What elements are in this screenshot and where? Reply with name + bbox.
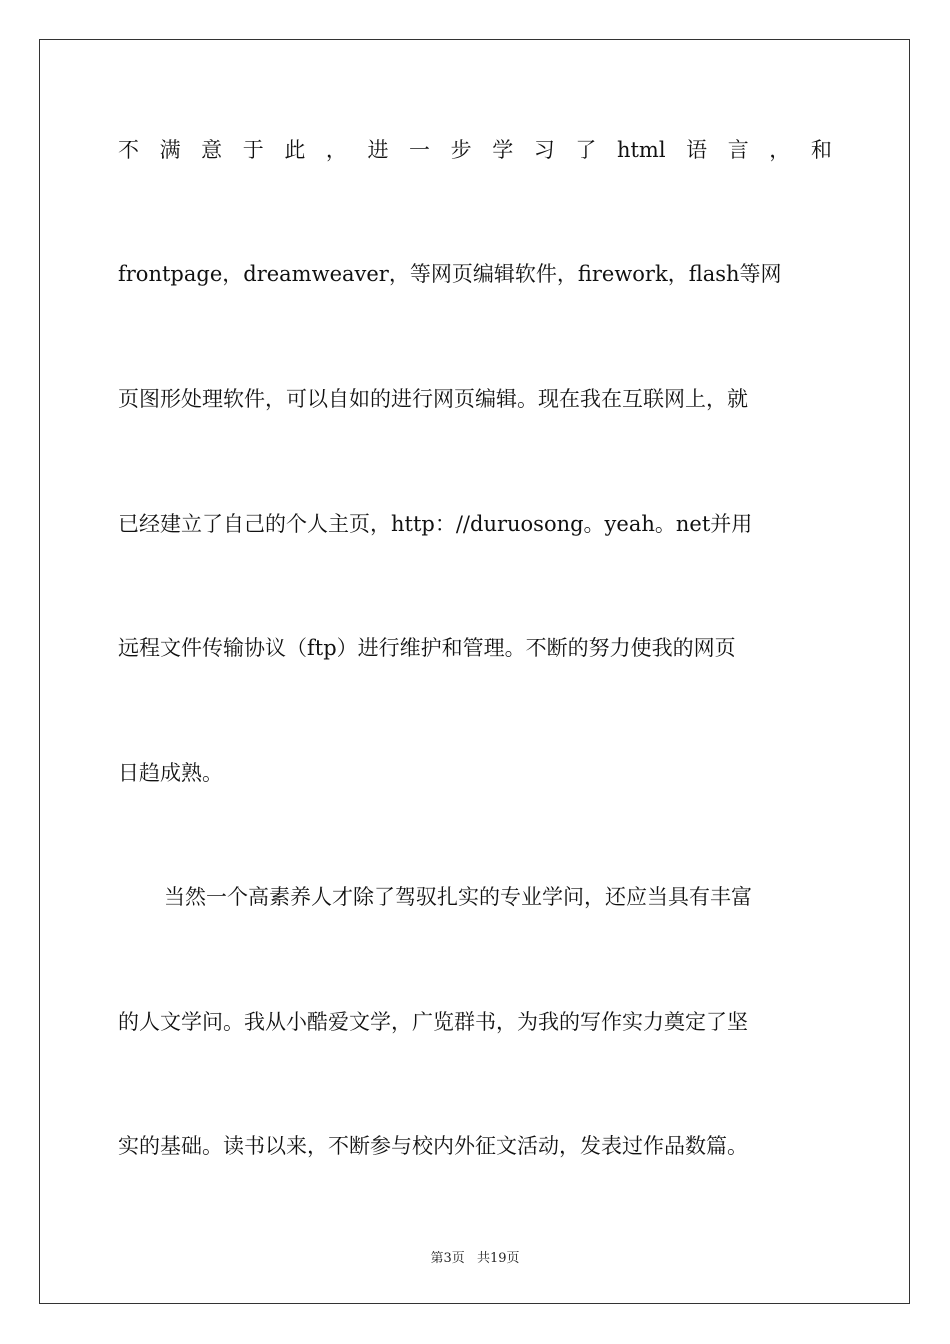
char: 习 [533, 138, 555, 162]
page-border [39, 39, 910, 1304]
char: 和 [810, 138, 832, 162]
char: 言 [727, 138, 749, 162]
char: 满 [159, 138, 181, 162]
text-line-6: 日趋成熟。 [118, 761, 223, 785]
page-footer [0, 1247, 950, 1266]
char: 了 [575, 138, 597, 162]
char: 步 [450, 138, 472, 162]
char: 于 [242, 138, 264, 162]
char: 一 [409, 138, 431, 162]
char: 不 [118, 138, 139, 162]
paragraph2-line-3: 实的基础。读书以来，不断参与校内外征文活动，发表过作品数篇。 [118, 1134, 748, 1158]
page-number: 第3页 [430, 1251, 465, 1266]
page-total: 共19页 [476, 1251, 520, 1266]
char: 学 [492, 138, 514, 162]
char: 语 [686, 138, 708, 162]
text-line-4: 已经建立了自己的个人主页，http：//duruosong。yeah。net并用 [118, 512, 753, 536]
char: 进 [367, 138, 389, 162]
char: html [616, 138, 666, 162]
text-line-1 [118, 137, 832, 163]
text-line-3: 页图形处理软件，可以自如的进行网页编辑。现在我在互联网上，就 [118, 387, 748, 411]
char: 意 [201, 138, 223, 162]
char: ， [325, 138, 347, 162]
char: 此 [284, 138, 306, 162]
text-line-5: 远程文件传输协议（ftp）进行维护和管理。不断的努力使我的网页 [118, 636, 736, 660]
text-line-2: frontpage，dreamweaver，等网页编辑软件，firework，flash等网 [118, 262, 782, 286]
paragraph2-line-1: 当然一个高素养人才除了驾驭扎实的专业学问，还应当具有丰富 [164, 885, 752, 909]
paragraph2-line-2: 的人文学问。我从小酷爱文学，广览群书，为我的写作实力奠定了坚 [118, 1010, 748, 1034]
char: ， [769, 138, 791, 162]
